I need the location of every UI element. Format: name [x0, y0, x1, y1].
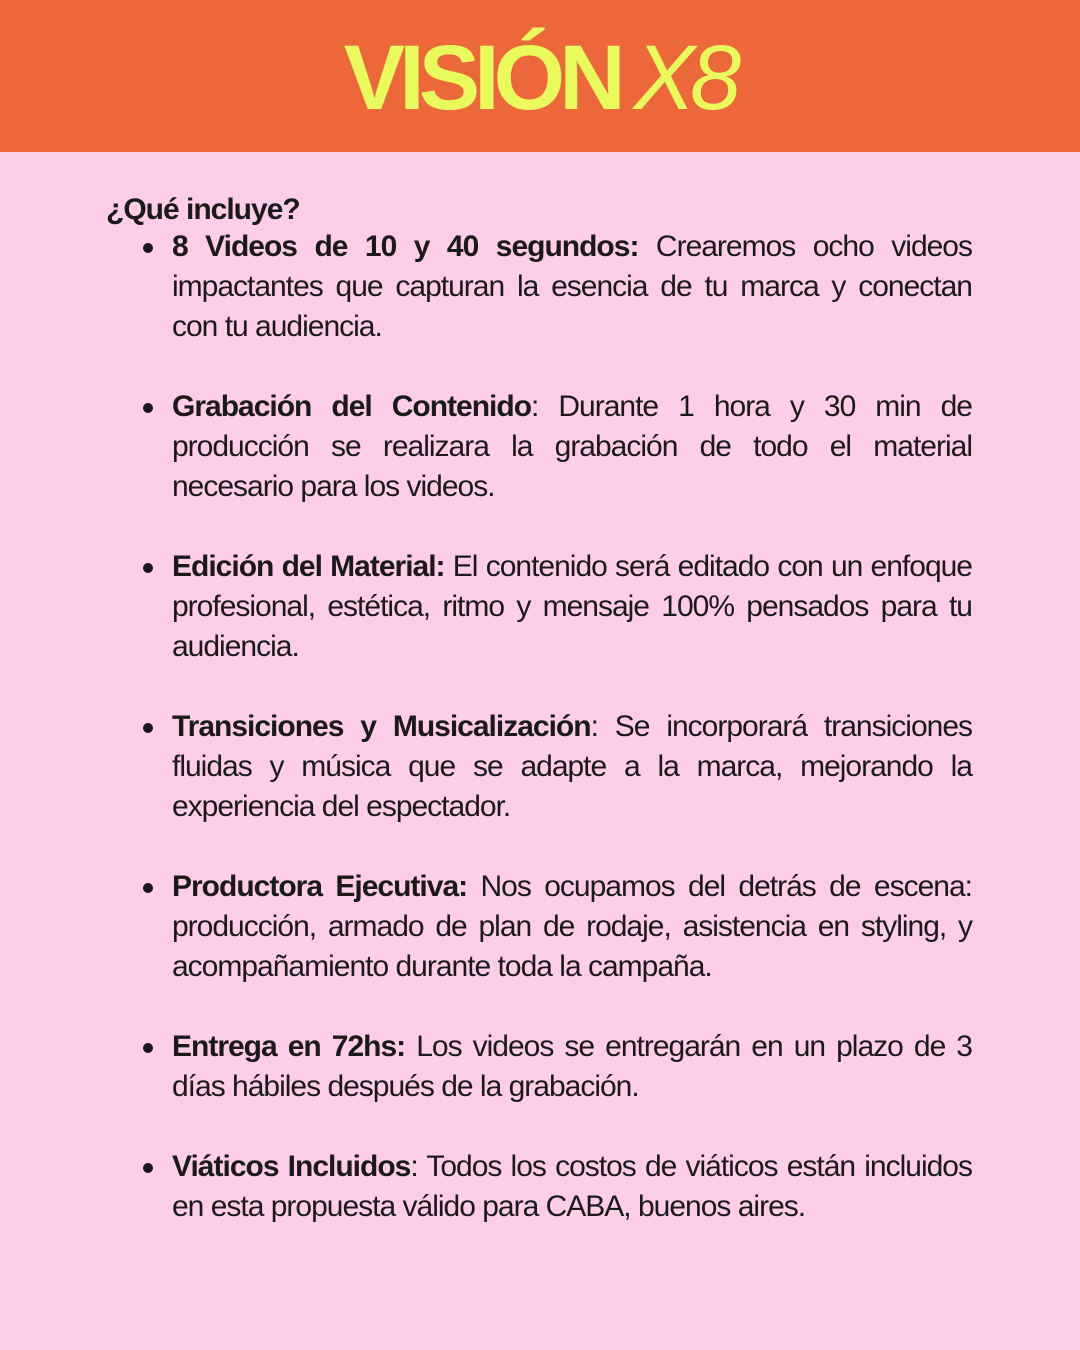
item-title: 8 Videos de 10 y 40 segundos:	[172, 230, 639, 263]
features-list	[0, 227, 1080, 1227]
item-title: Transiciones y Musicalización	[172, 710, 591, 743]
list-item	[172, 707, 972, 827]
bullet-icon	[143, 1163, 153, 1173]
title-suffix: X8	[633, 27, 737, 129]
item-text: : Todos los costos de viáticos están incluidos en esta propuesta válido para CABA, buenos aires.	[172, 1150, 972, 1223]
section-heading: ¿Qué incluye?	[106, 193, 300, 226]
item-text: : Durante 1 hora y 30 min de producción se realizara la grabación de todo el material necesario para los videos.	[172, 390, 972, 503]
item-title: Entrega en 72hs:	[172, 1030, 406, 1063]
list-item	[172, 1027, 972, 1107]
list-item	[172, 1147, 972, 1227]
item-text: : Se incorporará transiciones fluidas y música que se adapte a la marca, mejorando la experiencia del espectador.	[172, 710, 973, 823]
title-main: VISIÓN	[343, 27, 620, 129]
item-title: Productora Ejecutiva:	[172, 870, 468, 903]
list-item	[172, 227, 972, 347]
brand-title	[343, 27, 737, 129]
list-item	[172, 387, 972, 507]
item-text: Crearemos ocho videos impactantes que capturan la esencia de tu marca y conectan con tu audiencia.	[172, 230, 972, 343]
bullet-icon	[143, 1043, 153, 1053]
list-item	[172, 867, 972, 987]
bullet-icon	[143, 243, 153, 253]
bullet-icon	[143, 403, 153, 413]
item-title: Viáticos Incluidos	[172, 1150, 411, 1183]
item-text: Nos ocupamos del detrás de escena: producción, armado de plan de rodaje, asistencia en styling, y acompañamiento durante toda la campaña.	[172, 870, 972, 983]
list-item	[172, 547, 972, 667]
bullet-icon	[143, 563, 153, 573]
item-text: El contenido será editado con un enfoque profesional, estética, ritmo y mensaje 100% pensados para tu audiencia.	[172, 550, 972, 663]
item-title: Grabación del Contenido	[172, 390, 532, 423]
bullet-icon	[143, 723, 153, 733]
header-banner	[0, 0, 1080, 152]
item-text: Los videos se entregarán en un plazo de 3 días hábiles después de la grabación.	[172, 1030, 972, 1103]
bullet-icon	[143, 883, 153, 893]
item-title: Edición del Material:	[172, 550, 445, 583]
content-area	[0, 152, 1080, 1350]
